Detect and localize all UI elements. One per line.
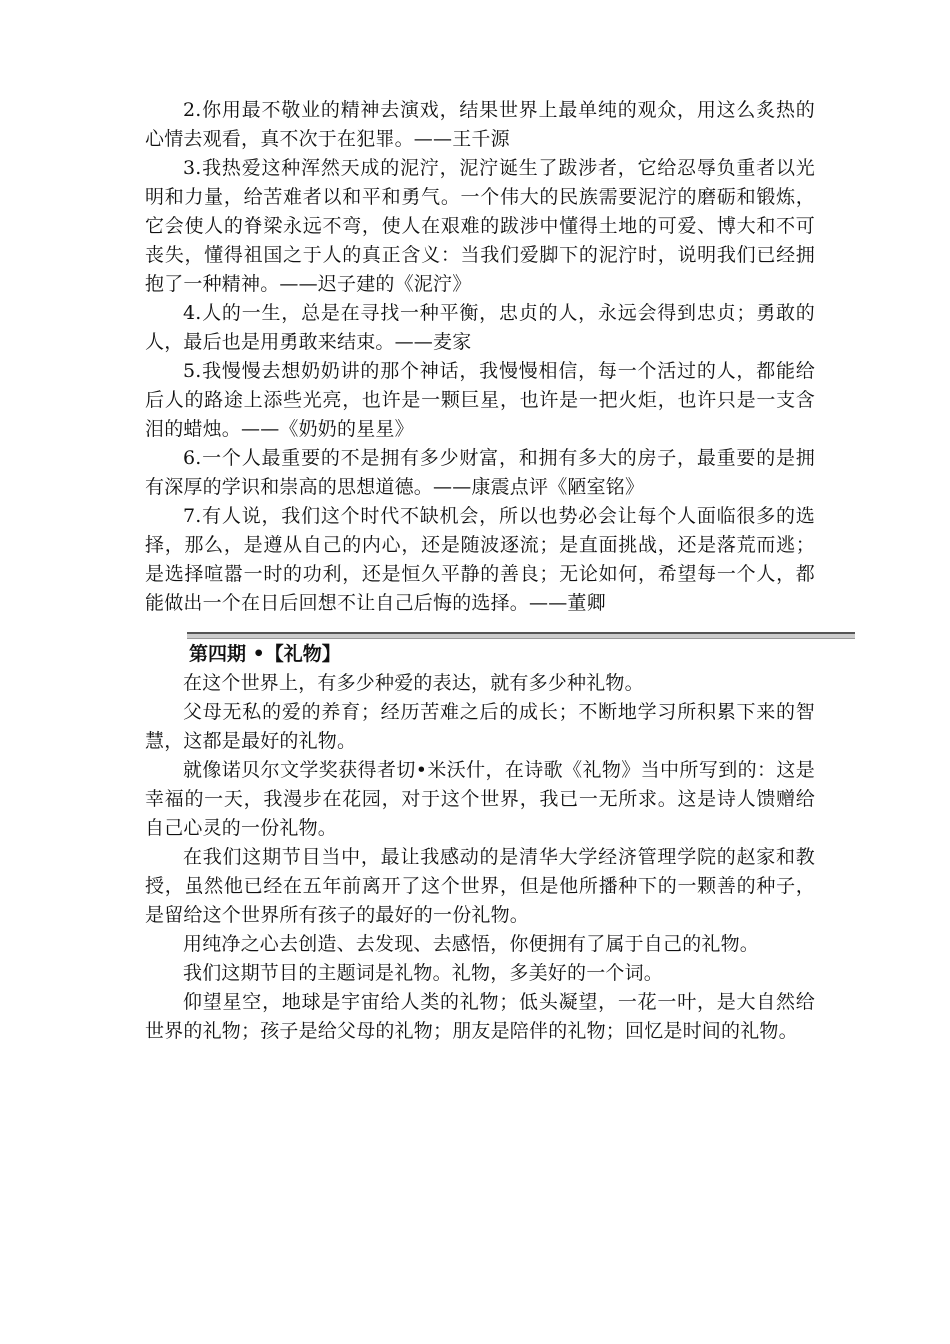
quotes-list [145, 96, 815, 618]
section-block [145, 632, 815, 1046]
section-heading: 第四期 •【礼物】 [189, 643, 341, 665]
quote-paragraph: 6.一个人最重要的不是拥有多少财富，和拥有多大的房子，最重要的是拥有深厚的学识和崇高的思想道德。——康震点评《陋室铭》 [145, 447, 815, 498]
quote-paragraph: 7.有人说，我们这个时代不缺机会，所以也势必会让每个人面临很多的选择，那么，是遵从自己的内心，还是随波逐流；是直面挑战，还是落荒而逃；是选择喧嚣一时的功利，还是恒久平静的善良；无论如何，希望每一个人，都能做出一个在日后回想不让自己后悔的选择。——董卿 [145, 505, 815, 614]
quote-paragraph: 2.你用最不敬业的精神去演戏，结果世界上最单纯的观众，用这么炙热的心情去观看，真不次于在犯罪。——王千源 [145, 99, 815, 150]
section-divider [187, 632, 855, 639]
document-page [145, 96, 815, 1046]
quote-paragraph: 4.人的一生，总是在寻找一种平衡，忠贞的人，永远会得到忠贞；勇敢的人，最后也是用勇敢来结束。——麦家 [145, 302, 815, 353]
section-paragraph: 在我们这期节目当中，最让我感动的是清华大学经济管理学院的赵家和教授，虽然他已经在五年前离开了这个世界，但是他所播种下的一颗善的种子，是留给这个世界所有孩子的最好的一份礼物。 [145, 846, 815, 926]
section-paragraph: 仰望星空，地球是宇宙给人类的礼物；低头凝望，一花一叶，是大自然给世界的礼物；孩子是给父母的礼物；朋友是陪伴的礼物；回忆是时间的礼物。 [145, 991, 815, 1042]
quote-paragraph: 3.我热爱这种浑然天成的泥泞，泥泞诞生了跋涉者，它给忍辱负重者以光明和力量，给苦难者以和平和勇气。一个伟大的民族需要泥泞的磨砺和锻炼，它会使人的脊梁永远不弯，使人在艰难的跋涉中懂得土地的可爱、博大和不可丧失，懂得祖国之于人的真正含义：当我们爱脚下的泥泞时，说明我们已经拥抱了一种精神。——迟子建的《泥泞》 [145, 157, 815, 295]
section-paragraph: 用纯净之心去创造、去发现、去感悟，你便拥有了属于自己的礼物。 [183, 933, 760, 955]
section-paragraph: 我们这期节目的主题词是礼物。礼物，多美好的一个词。 [183, 962, 664, 984]
section-paragraph: 父母无私的爱的养育；经历苦难之后的成长；不断地学习所积累下来的智慧，这都是最好的礼物。 [145, 701, 815, 752]
quote-paragraph: 5.我慢慢去想奶奶讲的那个神话，我慢慢相信，每一个活过的人，都能给后人的路途上添些光亮，也许是一颗巨星，也许是一把火炬，也许只是一支含泪的蜡烛。——《奶奶的星星》 [145, 360, 815, 440]
section-paragraph: 就像诺贝尔文学奖获得者切•米沃什，在诗歌《礼物》当中所写到的：这是幸福的一天，我漫步在花园，对于这个世界，我已一无所求。这是诗人馈赠给自己心灵的一份礼物。 [145, 759, 815, 839]
section-paragraph: 在这个世界上，有多少种爱的表达，就有多少种礼物。 [183, 672, 644, 694]
